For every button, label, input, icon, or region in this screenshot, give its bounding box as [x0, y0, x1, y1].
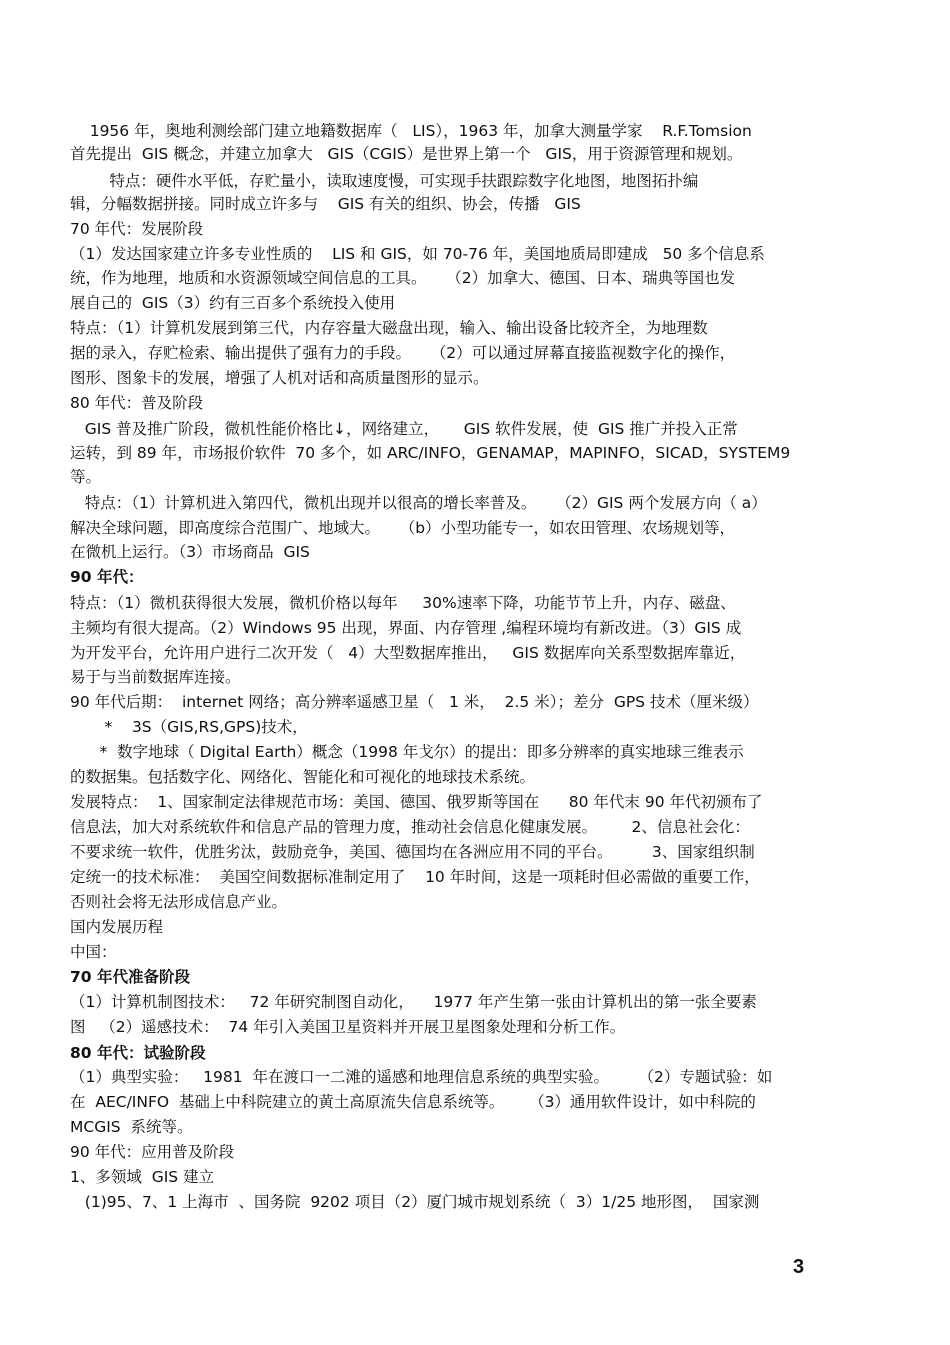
- section-heading: 国内发展历程: [70, 918, 164, 936]
- text-line: 据的录入，存贮检索、输出提供了强有力的手段。 （2）可以通过屏幕直接监视数字化的操作，: [70, 344, 736, 362]
- text-line: 图形、图象卡的发展，增强了人机对话和高质量图形的显示。: [70, 369, 489, 387]
- text-line: 易于与当前数据库连接。: [70, 668, 241, 686]
- section-heading: 90 年代：: [70, 568, 144, 586]
- text-line: 在微机上运行。（3）市场商品 GIS: [70, 543, 310, 561]
- text-line: （1）发达国家建立许多专业性质的 LIS 和 GIS，如 70-76 年，美国地质局即建成 50 多个信息系: [70, 245, 765, 263]
- text-line: 的数据集。包括数字化、网络化、智能化和可视化的地球技术系统。: [70, 768, 536, 786]
- text-line: 中国：: [70, 943, 117, 961]
- text-line: 特点：（1）计算机发展到第三代，内存容量大磁盘出现，输入、输出设备比较齐全，为地理数: [70, 319, 708, 337]
- page-number: 3: [793, 1256, 805, 1278]
- text-line: 展自己的 GIS（3）约有三百多个系统投入使用: [70, 294, 396, 312]
- text-line: 特点：（1）计算机进入第四代，微机出现并以很高的增长率普及。 （2）GIS 两个发展方向（ a）: [70, 494, 767, 512]
- text-line: 统，作为地理，地质和水资源领域空间信息的工具。 （2）加拿大、德国、日本、瑞典等国也发: [70, 269, 736, 287]
- text-line: 否则社会将无法形成信息产业。: [70, 893, 288, 911]
- text-line: (1)95、7、1 上海市 、国务院 9202 项目（2）厦门城市规划系统（ 3）1/25 地形图， 国家测: [70, 1193, 760, 1211]
- text-line: 为开发平台，允许用户进行二次开发（ 4）大型数据库推出， GIS 数据库向关系型数据库靠近，: [70, 644, 746, 662]
- section-heading: 70 年代：发展阶段: [70, 220, 204, 238]
- text-line: MCGIS 系统等。: [70, 1118, 193, 1136]
- text-line: 运转，到 89 年，市场报价软件 70 多个，如 ARC/INFO，GENAMAP，MAPINFO，SICAD，SYSTEM9: [70, 444, 791, 462]
- text-line: 定统一的技术标准： 美国空间数据标准制定用了 10 年时间，这是一项耗时但必需做的重要工作，: [70, 868, 760, 886]
- section-heading: 70 年代准备阶段: [70, 968, 190, 986]
- text-line: 主频均有很大提高。（2）Windows 95 出现，界面、内存管理 ,编程环境均有新改进。（3）GIS 成: [70, 619, 742, 637]
- text-line: 解决全球问题，即高度综合范围广、地域大。 （b）小型功能专一，如农田管理、农场规划等，: [70, 519, 736, 537]
- section-heading: 80 年代：普及阶段: [70, 394, 204, 412]
- section-heading: 80 年代：试验阶段: [70, 1044, 206, 1062]
- text-line: 特点：硬件水平低，存贮量小，读取速度慢，可实现手扶跟踪数字化地图，地图拓扑编: [70, 172, 699, 190]
- text-line: 1、多领域 GIS 建立: [70, 1168, 215, 1186]
- text-line: 特点：（1）微机获得很大发展，微机价格以每年 30%速率下降，功能节节上升，内存、磁盘、: [70, 594, 736, 612]
- text-line: 1956 年，奥地利测绘部门建立地籍数据库（ LIS），1963 年，加拿大测量学家 R.F.Tomsion: [70, 122, 752, 140]
- text-line: 等。: [70, 468, 102, 486]
- text-line: 发展特点： 1、国家制定法律规范市场：美国、德国、俄罗斯等国在 80 年代末 90 年代初颁布了: [70, 793, 763, 811]
- text-line: （1）典型实验： 1981 年在渡口一二滩的遥感和地理信息系统的典型实验。 （2）专题试验：如: [70, 1068, 773, 1086]
- text-line: * 3S（GIS,RS,GPS)技术，: [70, 718, 308, 736]
- text-line: 在 AEC/INFO 基础上中科院建立的黄土高原流失信息系统等。 （3）通用软件设计，如中科院的: [70, 1093, 756, 1111]
- text-line: GIS 普及推广阶段，微机性能价格比↓，网络建立， GIS 软件发展，使 GIS 推广并投入正常: [70, 420, 738, 438]
- text-line: （1）计算机制图技术： 72 年研究制图自动化， 1977 年产生第一张由计算机出的第一张全要素: [70, 993, 757, 1011]
- text-line: 不要求统一软件，优胜劣汰，鼓励竞争，美国、德国均在各洲应用不同的平台。 3、国家组织制: [70, 843, 755, 861]
- text-line: 90 年代后期： internet 网络；高分辨率遥感卫星（ 1 米， 2.5 米）；差分 GPS 技术（厘米级）: [70, 693, 759, 711]
- text-line: * 数字地球（ Digital Earth）概念（1998 年戈尔）的提出：即多分辨率的真实地球三维表示: [70, 743, 744, 761]
- text-line: 信息法，加大对系统软件和信息产品的管理力度，推动社会信息化健康发展。 2、信息社会化：: [70, 818, 750, 836]
- text-line: 首先提出 GIS 概念，并建立加拿大 GIS（CGIS）是世界上第一个 GIS，用于资源管理和规划。: [70, 145, 743, 163]
- section-heading: 90 年代：应用普及阶段: [70, 1143, 235, 1161]
- text-line: 辑，分幅数据拼接。同时成立许多与 GIS 有关的组织、协会，传播 GIS: [70, 195, 581, 213]
- text-line: 图 （2）遥感技术： 74 年引入美国卫星资料并开展卫星图象处理和分析工作。: [70, 1018, 626, 1036]
